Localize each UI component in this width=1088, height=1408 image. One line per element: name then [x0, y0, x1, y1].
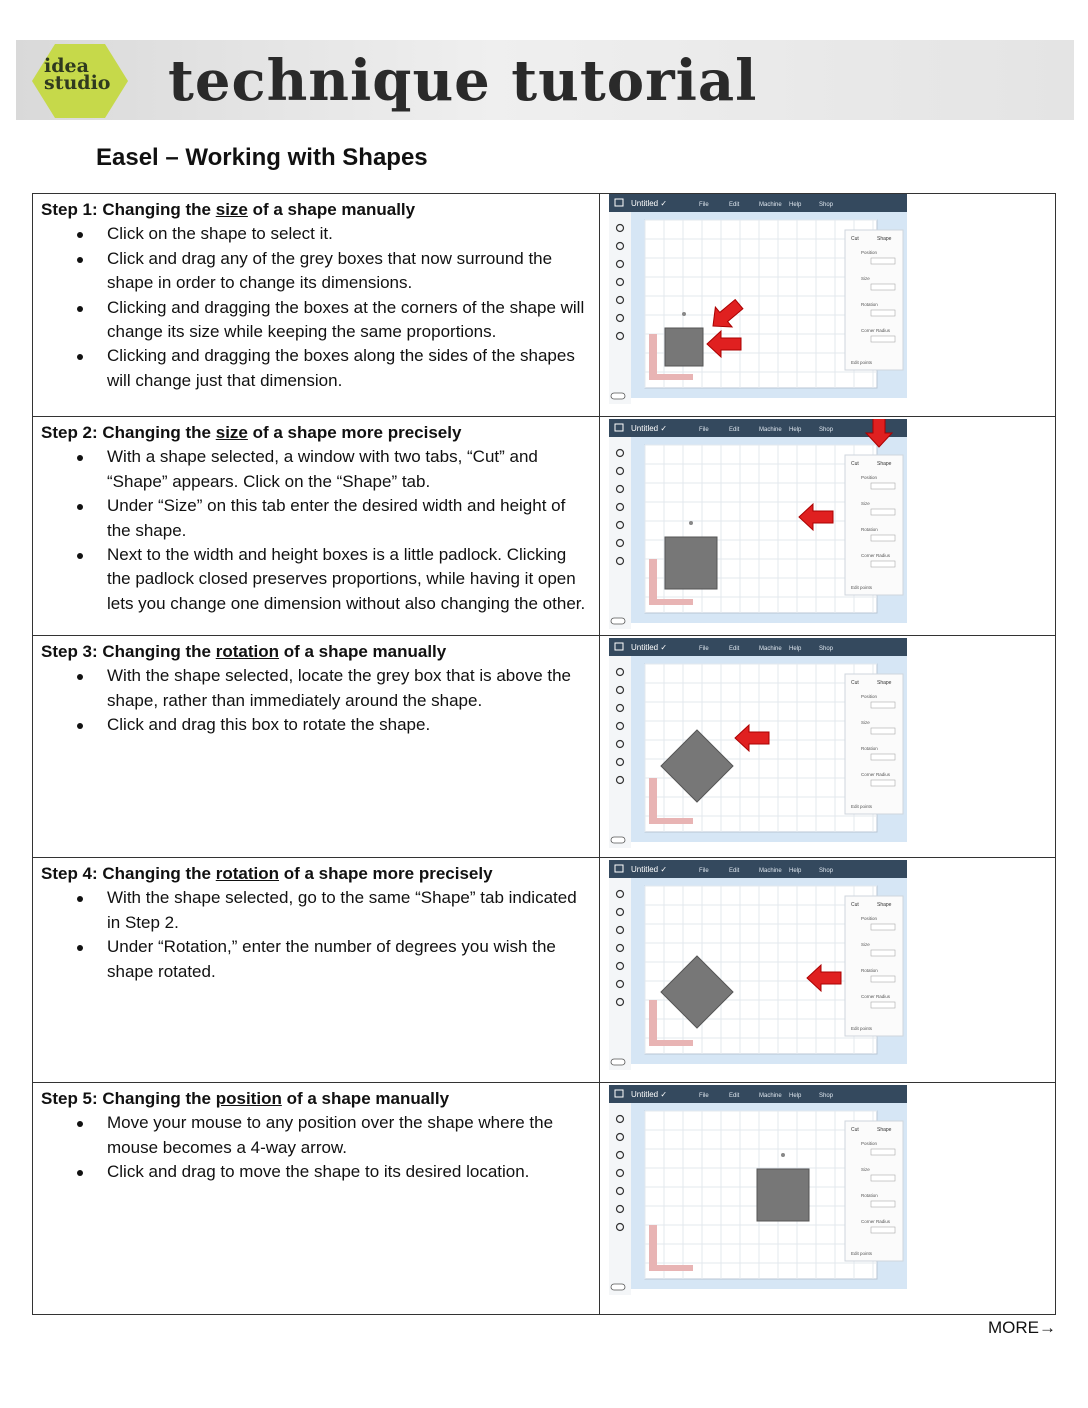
- step-text: [41, 1087, 593, 1185]
- rotation-handle: [781, 1153, 785, 1157]
- tab-shape: Shape: [877, 236, 892, 242]
- menu-item: Edit: [729, 202, 740, 208]
- panel-input: [871, 950, 895, 956]
- project-name: Untitled ✓: [631, 865, 668, 874]
- heading-keyword: rotation: [215, 642, 280, 661]
- panel-input: [871, 509, 895, 515]
- panel-input: [871, 561, 895, 567]
- heading-suffix: of a shape manually: [247, 200, 416, 219]
- edit-points-label: Edit points: [851, 585, 873, 590]
- left-toolbar: [609, 437, 631, 629]
- menu-item: Machine: [759, 868, 782, 874]
- bullet-item: Clicking and dragging the boxes along the sides of the shapes will change just that dimension.: [107, 344, 593, 393]
- panel-input: [871, 310, 895, 316]
- unit-toggle-icon: [611, 618, 625, 624]
- panel-label: Rotation: [861, 527, 878, 532]
- heading-suffix: of a shape manually: [279, 642, 447, 661]
- menu-item: File: [699, 202, 709, 208]
- menu-item: Shop: [819, 1093, 834, 1099]
- easel-screenshot: [609, 860, 907, 1070]
- heading-suffix: of a shape more precisely: [279, 864, 493, 883]
- menu-item: Shop: [819, 427, 834, 433]
- heading-prefix: Step 3: Changing the: [41, 642, 216, 661]
- panel-input: [871, 780, 895, 786]
- panel-label: Size: [861, 942, 870, 947]
- project-name: Untitled ✓: [631, 199, 668, 208]
- edit-points-label: Edit points: [851, 804, 873, 809]
- panel-label: Rotation: [861, 746, 878, 751]
- tab-cut: Cut: [851, 461, 859, 467]
- edit-points-label: Edit points: [851, 1251, 873, 1256]
- menu-item: Shop: [819, 202, 834, 208]
- menu-item: Help: [789, 646, 802, 652]
- panel-input: [871, 702, 895, 708]
- panel-input: [871, 1149, 895, 1155]
- menu-item: Edit: [729, 868, 740, 874]
- heading-suffix: of a shape more precisely: [247, 423, 462, 442]
- rotation-handle: [682, 312, 686, 316]
- unit-toggle-icon: [611, 837, 625, 843]
- panel-input: [871, 535, 895, 541]
- bullet-item: Under “Size” on this tab enter the desired width and height of the shape.: [107, 494, 593, 543]
- document-title: Easel – Working with Shapes: [96, 144, 428, 171]
- unit-toggle-icon: [611, 1059, 625, 1065]
- panel-label: Size: [861, 720, 870, 725]
- panel-input: [871, 336, 895, 342]
- panel-input: [871, 976, 895, 982]
- left-toolbar: [609, 212, 631, 404]
- panel-label: Rotation: [861, 968, 878, 973]
- project-name: Untitled ✓: [631, 643, 668, 652]
- panel-input: [871, 1227, 895, 1233]
- easel-screenshot: [609, 1085, 907, 1295]
- panel-label: Position: [861, 475, 878, 480]
- tab-cut: Cut: [851, 680, 859, 686]
- easel-screenshot: [609, 194, 907, 404]
- panel-input: [871, 924, 895, 930]
- bullet-item: Click and drag this box to rotate the shape.: [107, 713, 593, 737]
- unit-toggle-icon: [611, 1284, 625, 1290]
- panel-label: Position: [861, 250, 878, 255]
- menu-item: Machine: [759, 202, 782, 208]
- step-text: [41, 640, 593, 738]
- rotation-handle: [689, 521, 693, 525]
- left-toolbar: [609, 656, 631, 848]
- bullet-list: [41, 886, 593, 984]
- menu-item: Machine: [759, 646, 782, 652]
- heading-prefix: Step 4: Changing the: [41, 864, 216, 883]
- panel-label: Corner Radius: [861, 328, 891, 333]
- menu-item: Help: [789, 202, 802, 208]
- heading-suffix: of a shape manually: [281, 1089, 450, 1108]
- logo-line-2: studio: [44, 72, 111, 94]
- bullet-item: Clicking and dragging the boxes at the corners of the shape will change its size while keeping the same proportions.: [107, 296, 593, 345]
- panel-label: Corner Radius: [861, 772, 891, 777]
- menu-item: Help: [789, 427, 802, 433]
- step-text: [41, 421, 593, 616]
- panel-label: Corner Radius: [861, 553, 891, 558]
- panel-label: Size: [861, 276, 870, 281]
- work-area: [645, 886, 877, 1054]
- menu-item: Machine: [759, 1093, 782, 1099]
- panel-label: Position: [861, 916, 878, 921]
- menu-item: Edit: [729, 646, 740, 652]
- heading-prefix: Step 5: Changing the: [41, 1089, 216, 1108]
- panel-label: Rotation: [861, 302, 878, 307]
- logo-line-1: idea: [44, 55, 89, 77]
- bullet-list: [41, 445, 593, 616]
- menu-item: File: [699, 1093, 709, 1099]
- panel-label: Size: [861, 501, 870, 506]
- panel-input: [871, 1002, 895, 1008]
- panel-input: [871, 1175, 895, 1181]
- panel-label: Corner Radius: [861, 1219, 891, 1224]
- bullet-list: [41, 664, 593, 737]
- bullet-item: With the shape selected, locate the grey box that is above the shape, rather than immediately around the shape.: [107, 664, 593, 713]
- menu-item: Edit: [729, 1093, 740, 1099]
- unit-toggle-icon: [611, 393, 625, 399]
- tab-cut: Cut: [851, 1127, 859, 1133]
- edit-points-label: Edit points: [851, 1026, 873, 1031]
- bullet-item: Next to the width and height boxes is a little padlock. Clicking the padlock closed preserves proportions, while having it open lets you change one dimension without also changing the other.: [107, 543, 593, 616]
- menu-item: Shop: [819, 646, 834, 652]
- step-heading: [41, 862, 593, 886]
- tab-shape: Shape: [877, 1127, 892, 1133]
- menu-item: File: [699, 427, 709, 433]
- step-text: [41, 198, 593, 393]
- heading-keyword: rotation: [215, 864, 280, 883]
- heading-prefix: Step 1: Changing the: [41, 200, 216, 219]
- project-name: Untitled ✓: [631, 1090, 668, 1099]
- menu-item: Shop: [819, 868, 834, 874]
- bullet-item: With the shape selected, go to the same “Shape” tab indicated in Step 2.: [107, 886, 593, 935]
- bullet-item: Click on the shape to select it.: [107, 222, 593, 246]
- edit-points-label: Edit points: [851, 360, 873, 365]
- tab-cut: Cut: [851, 902, 859, 908]
- easel-screenshot: [609, 638, 907, 848]
- bullet-list: [41, 1111, 593, 1184]
- step-heading: [41, 1087, 593, 1111]
- logo-text: [44, 55, 124, 94]
- more-link[interactable]: MORE→: [988, 1318, 1056, 1337]
- left-toolbar: [609, 878, 631, 1070]
- project-name: Untitled ✓: [631, 424, 668, 433]
- step-text: [41, 862, 593, 984]
- tab-cut: Cut: [851, 236, 859, 242]
- panel-input: [871, 728, 895, 734]
- bullet-item: With a shape selected, a window with two tabs, “Cut” and “Shape” appears. Click on the “Shape” tab.: [107, 445, 593, 494]
- easel-screenshot: [609, 419, 907, 629]
- panel-label: Size: [861, 1167, 870, 1172]
- heading-prefix: Step 2: Changing the: [41, 423, 216, 442]
- menu-item: File: [699, 868, 709, 874]
- panel-label: Rotation: [861, 1193, 878, 1198]
- menu-item: Help: [789, 868, 802, 874]
- bullet-item: Click and drag to move the shape to its desired location.: [107, 1160, 593, 1184]
- bullet-list: [41, 222, 593, 393]
- step-heading: [41, 198, 593, 222]
- bullet-item: Click and drag any of the grey boxes that now surround the shape in order to change its dimensions.: [107, 247, 593, 296]
- heading-keyword: position: [215, 1089, 282, 1108]
- panel-label: Position: [861, 694, 878, 699]
- menu-item: Help: [789, 1093, 802, 1099]
- tab-shape: Shape: [877, 902, 892, 908]
- menu-item: Edit: [729, 427, 740, 433]
- panel-input: [871, 1201, 895, 1207]
- step-heading: [41, 421, 593, 445]
- banner-title: technique tutorial: [168, 48, 758, 114]
- panel-label: Corner Radius: [861, 994, 891, 999]
- selected-square-shape: [757, 1169, 809, 1221]
- selected-square-shape: [665, 537, 717, 589]
- panel-input: [871, 284, 895, 290]
- panel-label: Position: [861, 1141, 878, 1146]
- tab-shape: Shape: [877, 461, 892, 467]
- heading-keyword: size: [215, 423, 248, 442]
- heading-keyword: size: [215, 200, 248, 219]
- panel-input: [871, 483, 895, 489]
- menu-item: File: [699, 646, 709, 652]
- bullet-item: Under “Rotation,” enter the number of degrees you wish the shape rotated.: [107, 935, 593, 984]
- selected-square-shape: [665, 328, 703, 366]
- panel-input: [871, 754, 895, 760]
- panel-input: [871, 258, 895, 264]
- left-toolbar: [609, 1103, 631, 1295]
- step-heading: [41, 640, 593, 664]
- menu-item: Machine: [759, 427, 782, 433]
- tab-shape: Shape: [877, 680, 892, 686]
- steps-table: [32, 193, 1056, 1315]
- bullet-item: Move your mouse to any position over the shape where the mouse becomes a 4-way arrow.: [107, 1111, 593, 1160]
